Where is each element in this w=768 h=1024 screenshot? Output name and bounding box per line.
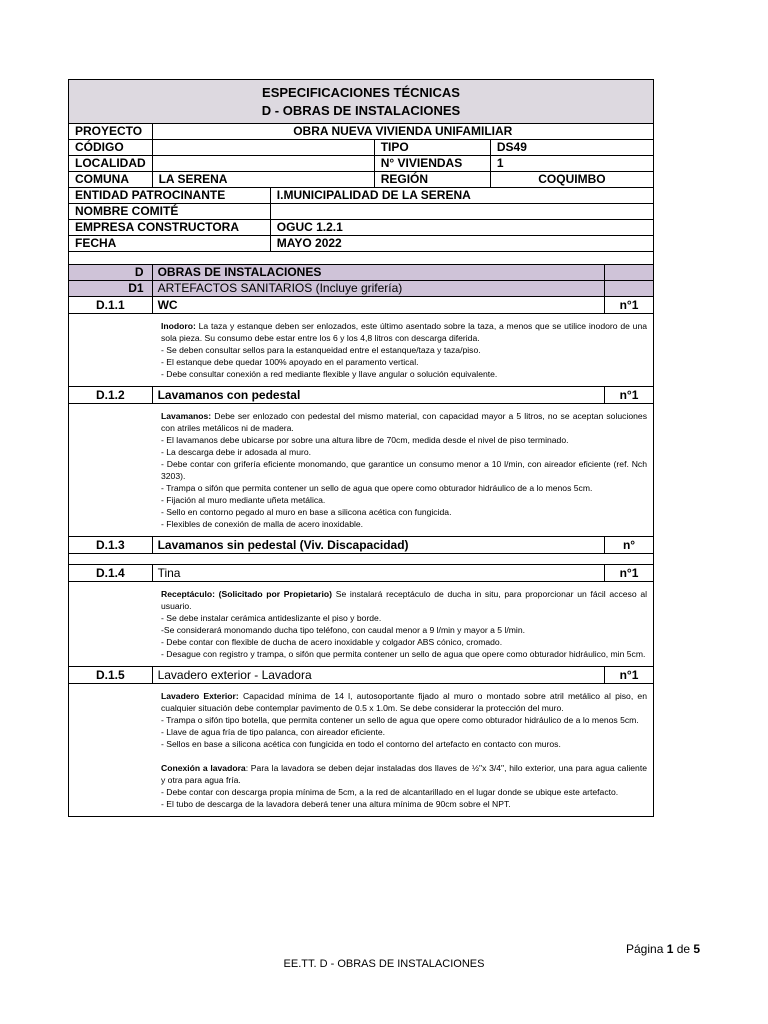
tipo-label: TIPO [374, 140, 490, 156]
description-line: - Se deben consultar sellos para la estanqueidad entre el estanque/taza y taza/piso. [161, 345, 481, 355]
description-paragraph [161, 320, 647, 344]
spec-table [68, 79, 654, 817]
proyecto-value: OBRA NUEVA VIVIENDA UNIFAMILIAR [152, 124, 653, 140]
description-line: - Flexibles de conexión de malla de acero inoxidable. [161, 519, 364, 529]
subsection-num-cell [605, 281, 654, 297]
description-line: - La descarga debe ir adosada al muro. [161, 447, 312, 457]
item-code: D.1.1 [69, 297, 153, 314]
comuna-value: LA SERENA [152, 172, 374, 188]
description-line: - Debe contar con flexible de ducha de acero inoxidable y colgador ABS cónico, cromado. [161, 637, 503, 647]
page-total: 5 [693, 942, 701, 956]
description-lead: Lavamanos: [161, 411, 212, 421]
fecha-value: MAYO 2022 [270, 236, 653, 252]
comite-label: NOMBRE COMITÉ [69, 204, 271, 220]
viviendas-label: N° VIVIENDAS [374, 156, 490, 172]
description-line: - Sellos en base a silicona acética con fungicida en todo el contorno del artefacto en contacto con muros. [161, 739, 561, 749]
description-lead: Lavadero Exterior: [161, 691, 239, 701]
page-current: 1 [666, 942, 674, 956]
comuna-label: COMUNA [69, 172, 153, 188]
header-subtitle: D - OBRAS DE INSTALACIONES [261, 103, 461, 118]
region-value: COQUIMBO [490, 172, 653, 188]
tipo-value: DS49 [490, 140, 653, 156]
description-line: - Fijación al muro mediante uñeta metálica. [161, 495, 326, 505]
item-description [69, 684, 654, 817]
codigo-value [152, 140, 374, 156]
proyecto-label: PROYECTO [69, 124, 153, 140]
item-title: WC [152, 297, 604, 314]
description-line: - Debe contar con grifería eficiente monomando, que garantice un consumo menor a 10 l/min, con aireador eficiente (ref. Nch 3203). [161, 459, 647, 481]
item-description [69, 314, 654, 387]
description-text: : Para la lavadora se deben dejar instaladas dos llaves de ½"x 3/4", hilo exterior, una para agua caliente y otra para agua fría. [161, 763, 647, 785]
entidad-label: ENTIDAD PATROCINANTE [69, 188, 271, 204]
page-of: de [673, 942, 694, 956]
item-number: n°1 [605, 387, 654, 404]
description-line: - El estanque debe quedar 100% apoyado en el paramento vertical. [161, 357, 419, 367]
spacer-row [69, 554, 654, 565]
region-label: REGIÓN [374, 172, 490, 188]
empresa-label: EMPRESA CONSTRUCTORA [69, 220, 271, 236]
spec-sheet [68, 79, 654, 817]
item-number: n°1 [605, 667, 654, 684]
codigo-label: CÓDIGO [69, 140, 153, 156]
description-line: - Sello en contorno pegado al muro en base a silicona acética con fungicida. [161, 507, 452, 517]
subsection-code: D1 [69, 281, 153, 297]
comite-value [270, 204, 653, 220]
description-line: - Trampa o sifón que permita contener un sello de agua que opere como obturador hidráulico de a lo menos 5cm. [161, 483, 593, 493]
header-title: ESPECIFICACIONES TÉCNICAS [262, 85, 460, 100]
description-text: Debe ser enlozado con pedestal del mismo material, con capacidad mayor a 5 litros, no se aceptan soluciones con atriles metálicos ni de madera. [161, 411, 647, 433]
subsection-title: ARTEFACTOS SANITARIOS (Incluye grifería) [152, 281, 604, 297]
empresa-value: OGUC 1.2.1 [270, 220, 653, 236]
description-text: La taza y estanque deben ser enlozados, este último asentado sobre la taza, a menos que se utilice inodoro de una sola pieza. Su consumo debe estar entre los 6 y los 4,8 litros con descarga diferida. [161, 321, 647, 343]
description-lead: Receptáculo: (Solicitado por Propietario) [161, 589, 333, 599]
description-text: Capacidad mínima de 14 l, autosoportante fijado al muro o montado sobre atril metálico al piso, en cualquier situación debe contemplar pavimento de 0.5 x 1.0m. Se debe considerar la protección del muro. [161, 691, 647, 713]
description-line: - Llave de agua fría de tipo palanca, con aireador eficiente. [161, 727, 386, 737]
item-title: Lavamanos con pedestal [152, 387, 604, 404]
item-code: D.1.3 [69, 537, 153, 554]
description-line: - El lavamanos debe ubicarse por sobre una altura libre de 70cm, medida desde el nivel de piso terminado. [161, 435, 569, 445]
item-code: D.1.2 [69, 387, 153, 404]
fecha-label: FECHA [69, 236, 271, 252]
description-lead: Inodoro: [161, 321, 196, 331]
document-header [69, 80, 654, 124]
section-title: OBRAS DE INSTALACIONES [152, 265, 604, 281]
item-title: Tina [152, 565, 604, 582]
footer-title: EE.TT. D - OBRAS DE INSTALACIONES [283, 958, 485, 970]
item-number: n° [605, 537, 654, 554]
entidad-value: I.MUNICIPALIDAD DE LA SERENA [270, 188, 653, 204]
description-paragraph [161, 588, 647, 612]
section-num-cell [605, 265, 654, 281]
item-number: n°1 [605, 297, 654, 314]
spacer-row [69, 252, 654, 265]
description-line: - Debe contar con descarga propia mínima de 5cm, a la red de alcantarillado en el lugar donde se ubique este artefacto. [161, 787, 619, 797]
description-paragraph [161, 762, 647, 786]
localidad-value [152, 156, 374, 172]
description-lead: Conexión a lavadora [161, 763, 246, 773]
description-line: -Se considerará monomando ducha tipo teléfono, con caudal menor a 9 l/min y mayor a 5 l/min. [161, 625, 525, 635]
item-number: n°1 [605, 565, 654, 582]
description-line: - Trampa o sifón tipo botella, que permita contener un sello de agua que opere como obturador hidráulico de a lo menos 5cm. [161, 715, 639, 725]
description-paragraph [161, 690, 647, 714]
page-number [626, 942, 700, 956]
item-code: D.1.5 [69, 667, 153, 684]
section-code: D [69, 265, 153, 281]
description-text: Se instalará receptáculo de ducha in situ, para proporcionar un fácil acceso al usuario. [161, 589, 648, 611]
description-line: - Se debe instalar cerámica antideslizante el piso y borde. [161, 613, 382, 623]
item-description [69, 582, 654, 667]
description-paragraph [161, 410, 647, 434]
item-code: D.1.4 [69, 565, 153, 582]
item-description [69, 404, 654, 537]
item-title: Lavamanos sin pedestal (Viv. Discapacidad) [152, 537, 604, 554]
viviendas-value: 1 [490, 156, 653, 172]
page-prefix: Página [626, 942, 667, 956]
description-line: - Desague con registro y trampa, o sifón que permita contener un sello de agua que opere como obturador hidráulico, min 5cm. [161, 649, 646, 659]
description-line: - El tubo de descarga de la lavadora deberá tener una altura mínima de 90cm sobre el NPT. [161, 799, 511, 809]
description-line: - Debe consultar conexión a red mediante flexible y llave angular o solución equivalente. [161, 369, 498, 379]
item-title: Lavadero exterior - Lavadora [152, 667, 604, 684]
localidad-label: LOCALIDAD [69, 156, 153, 172]
